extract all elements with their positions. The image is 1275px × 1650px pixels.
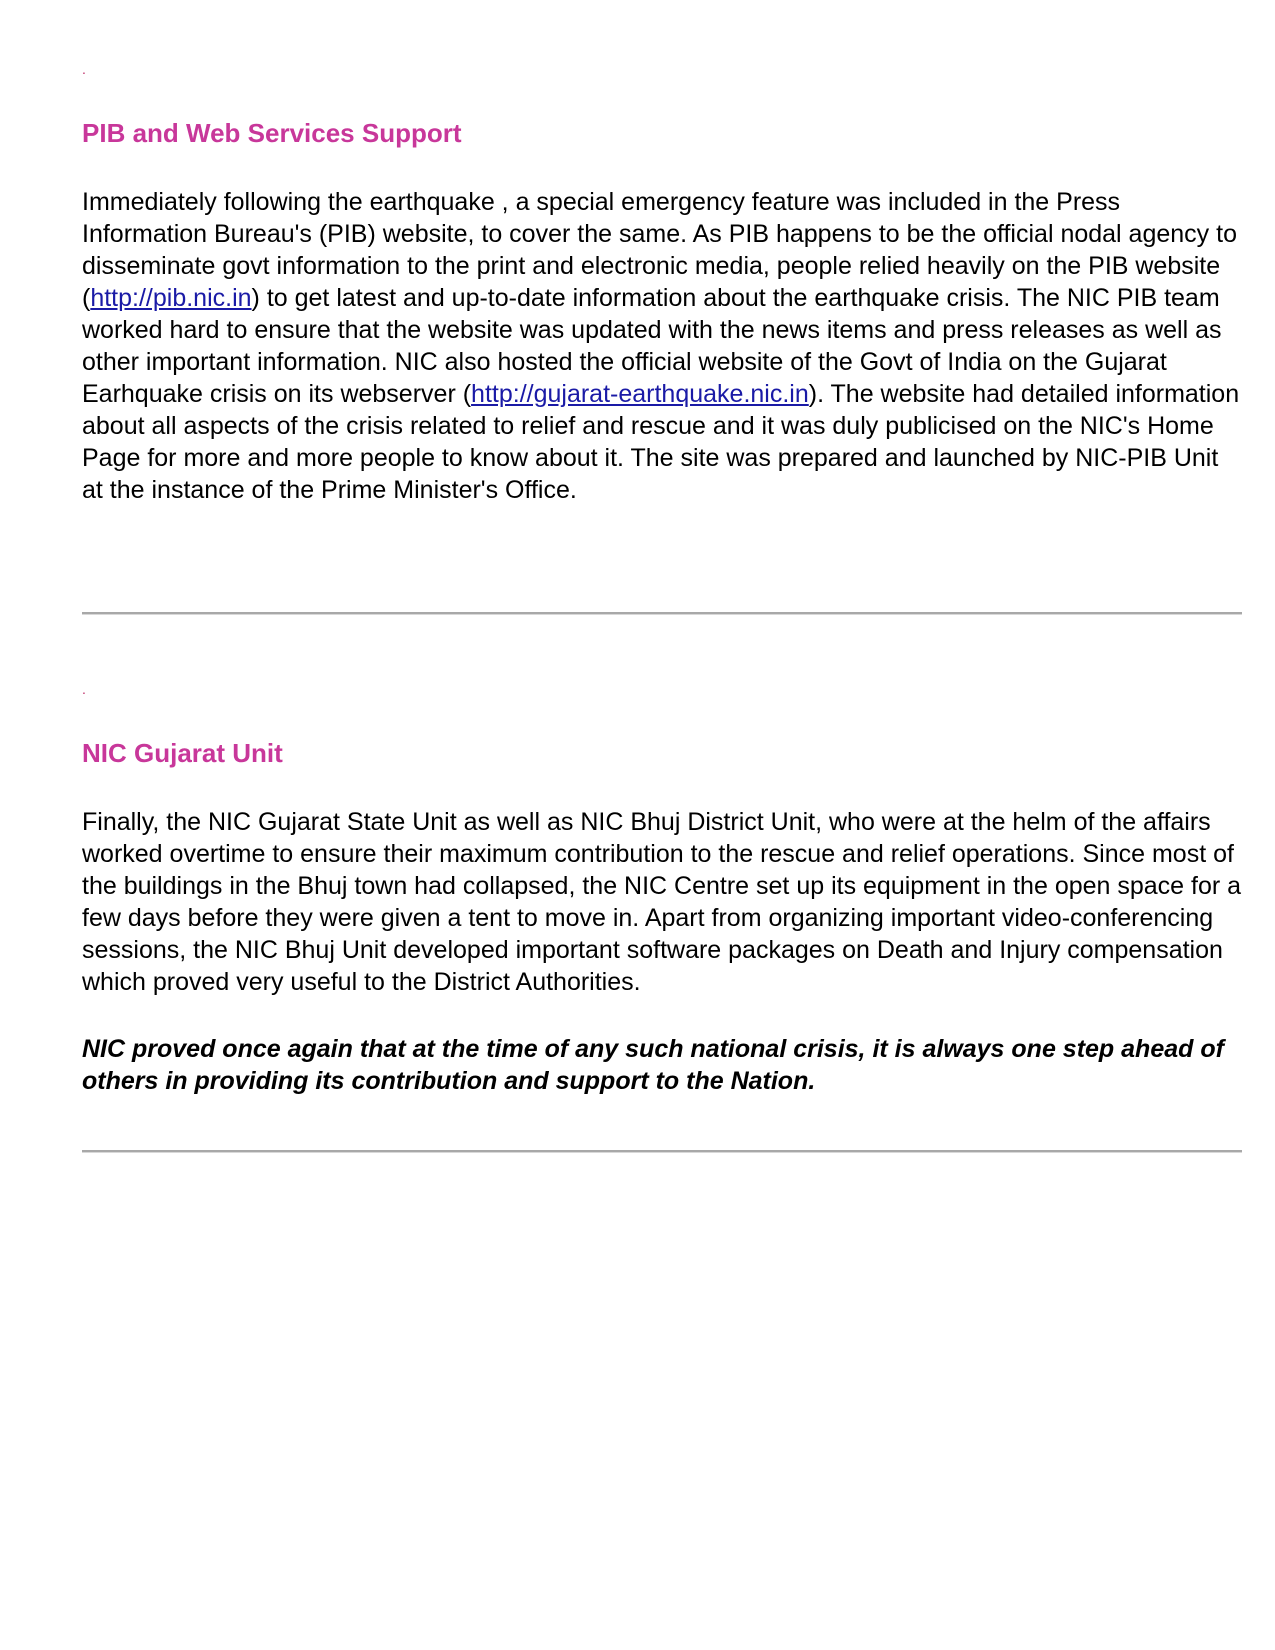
horizontal-divider bbox=[82, 612, 1242, 615]
gujarat-earthquake-link[interactable]: http://gujarat-earthquake.nic.in bbox=[471, 380, 809, 408]
pib-website-link[interactable]: http://pib.nic.in bbox=[90, 284, 252, 312]
pib-paragraph-text-3: ). The website had detailed information about all aspects of the crisis related to relief and rescue and it was duly publicised on the NIC's Home Page for more and more people to know about it. The site was prepared and launched by NIC-PIB Unit at the instance of the Prime Minister's Office. bbox=[82, 380, 1240, 504]
section-heading-pib: PIB and Web Services Support bbox=[82, 118, 462, 148]
section-marker: . bbox=[82, 61, 86, 77]
pib-paragraph-text-2: ) to get latest and up-to-date information about the earthquake crisis. The NIC PIB team worked hard to ensure that the website was updated with the news items and press releases as well as other important information. NIC also hosted the official website of the Govt of India on the Gujarat Earhquake crisis on its webserver ( bbox=[82, 284, 1222, 408]
closing-statement: NIC proved once again that at the time of any such national crisis, it is always one step ahead of others in providing its contribution and support to the Nation. bbox=[82, 1035, 1224, 1095]
pib-paragraph bbox=[82, 186, 1242, 506]
horizontal-divider bbox=[82, 1150, 1242, 1153]
section-heading-gujarat: NIC Gujarat Unit bbox=[82, 738, 283, 768]
gujarat-paragraph: Finally, the NIC Gujarat State Unit as well as NIC Bhuj District Unit, who were at the helm of the affairs worked overtime to ensure their maximum contribution to the rescue and relief operations. Since most of the buildings in the Bhuj town had collapsed, the NIC Centre set up its equipment in the open space for a few days before they were given a tent to move in. Apart from organizing important video-conferencing sessions, the NIC Bhuj Unit developed important software packages on Death and Injury compensation which proved very useful to the District Authorities. bbox=[82, 808, 1242, 996]
section-marker: . bbox=[82, 681, 86, 697]
pib-paragraph-text-1: Immediately following the earthquake , a special emergency feature was included in the Press Information Bureau's (PIB) website, to cover the same. As PIB happens to be the official nodal agency to disseminate govt information to the print and electronic media, people relied heavily on the PIB website ( bbox=[82, 188, 1237, 312]
